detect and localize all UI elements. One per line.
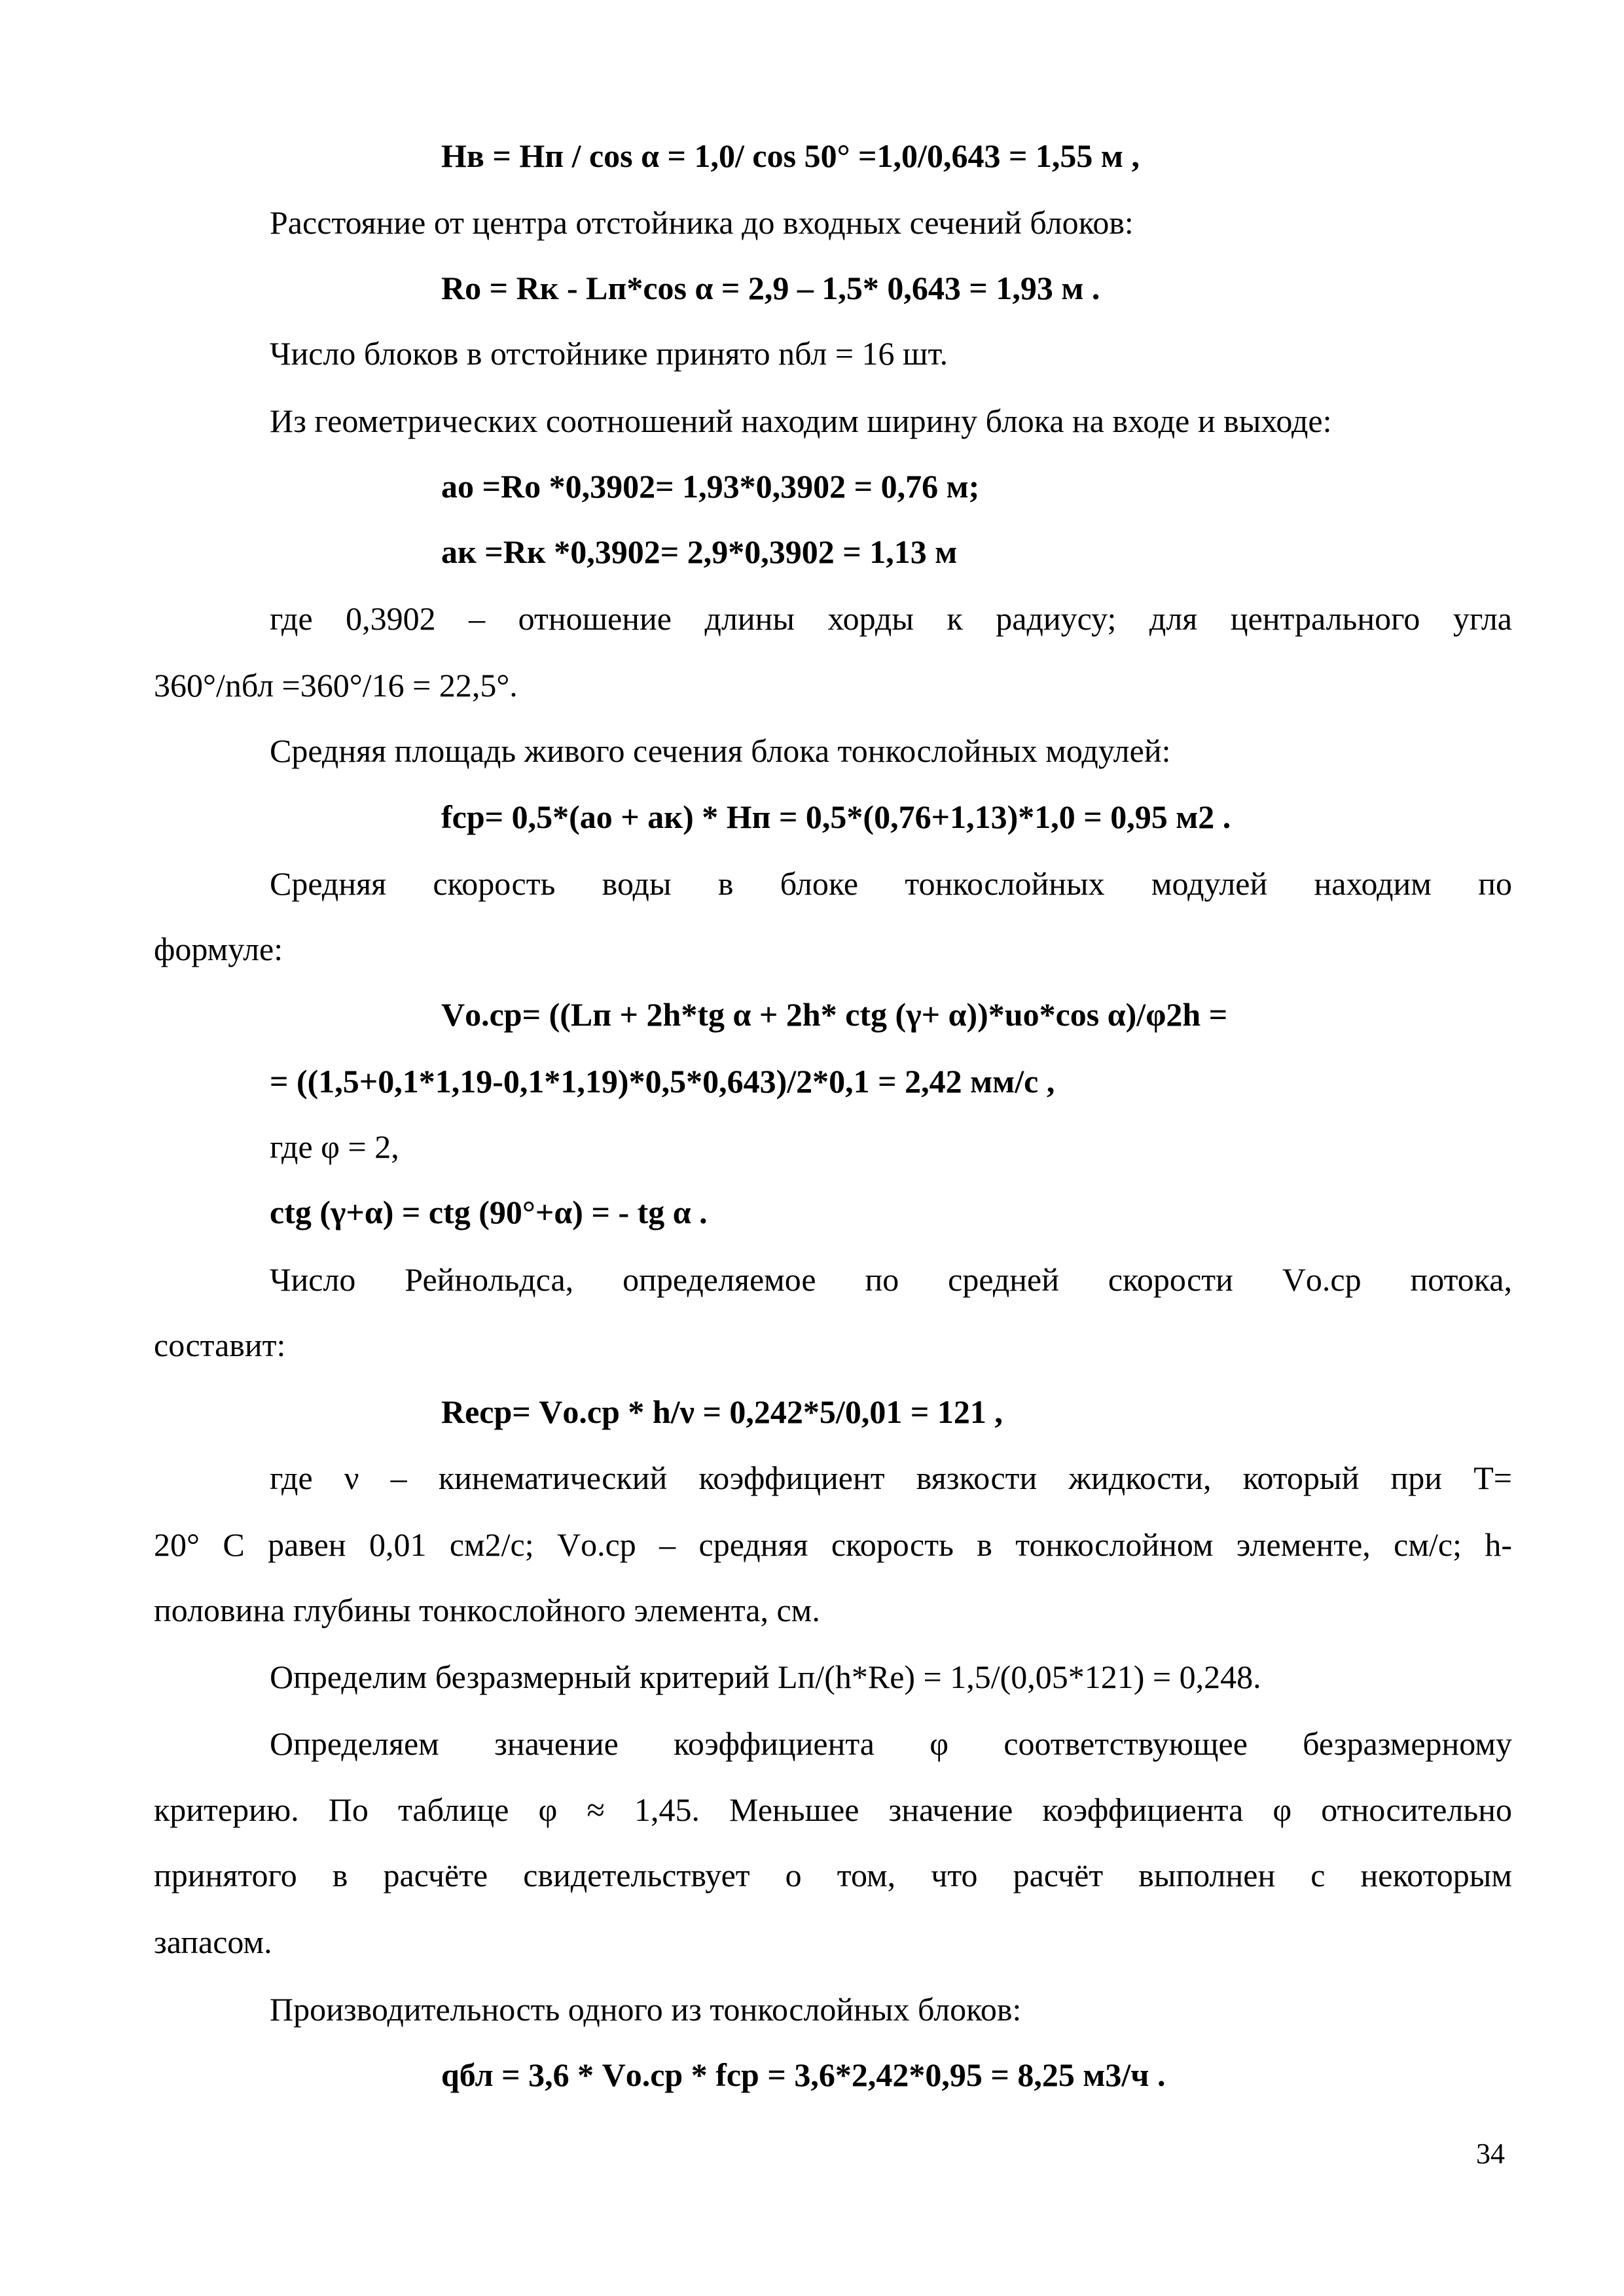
- formula-line: qбл = 3,6 * Vо.ср * fср = 3,6*2,42*0,95 = 8,25 м3/ч .: [441, 2056, 1166, 2093]
- formula-line: fср= 0,5*(ао + ак) * Hп = 0,5*(0,76+1,13)*1,0 = 0,95 м2 .: [441, 798, 1231, 835]
- formula-line: ак =Rк *0,3902= 2,9*0,3902 = 1,13 м: [441, 533, 958, 570]
- formula-line: ао =Rо *0,3902= 1,93*0,3902 = 0,76 м;: [441, 468, 980, 505]
- text-line: Определим безразмерный критерий Lп/(h*Re) = 1,5/(0,05*121) = 0,248.: [270, 1659, 1261, 1695]
- text-line: Число блоков в отстойнике принято nбл = 16 шт.: [270, 335, 948, 372]
- text-line: где ν – кинематический коэффициент вязкости жидкости, который при T=: [270, 1460, 1512, 1496]
- text-line: составит:: [154, 1327, 286, 1363]
- text-line: критерию. По таблице φ ≈ 1,45. Меньшее значение коэффициента φ относительно: [154, 1791, 1512, 1828]
- formula-line: Rо = Rк - Lп*cos α = 2,9 – 1,5* 0,643 = 1,93 м .: [441, 270, 1100, 306]
- formula-line: Vо.ср= ((Lп + 2h*tg α + 2h* ctg (γ+ α))*uо*cos α)/φ2h =: [441, 996, 1228, 1033]
- text-line: где φ = 2,: [270, 1128, 399, 1165]
- text-line: половина глубины тонкослойного элемента, см.: [154, 1592, 820, 1628]
- text-line: 20° С равен 0,01 см2/с; Vо.ср – средняя скорость в тонкослойном элементе, см/с; h-: [154, 1526, 1512, 1563]
- text-line: Расстояние от центра отстойника до входных сечений блоков:: [270, 204, 1134, 241]
- text-line: Число Рейнольдса, определяемое по средней скорости Vо.ср потока,: [270, 1261, 1512, 1298]
- text-line: Из геометрических соотношений находим ширину блока на входе и выходе:: [270, 403, 1332, 439]
- text-line: формуле:: [154, 931, 283, 967]
- text-line: Средняя скорость воды в блоке тонкослойных модулей находим по: [270, 865, 1512, 902]
- text-line: где 0,3902 – отношение длины хорды к радиусу; для центрального угла: [270, 600, 1512, 637]
- formula-line: = ((1,5+0,1*1,19-0,1*1,19)*0,5*0,643)/2*0,1 = 2,42 мм/с ,: [270, 1063, 1055, 1100]
- text-line: Средняя площадь живого сечения блока тонкослойных модулей:: [270, 732, 1171, 769]
- text-line: принятого в расчёте свидетельствует о том, что расчёт выполнен с некоторым: [154, 1857, 1512, 1893]
- page-number: 34: [1476, 2138, 1505, 2170]
- formula-line: Reср= Vо.ср * h/ν = 0,242*5/0,01 = 121 ,: [441, 1393, 1003, 1430]
- text-line: запасом.: [154, 1924, 272, 1960]
- text-line: Производительность одного из тонкослойных блоков:: [270, 1991, 1022, 2028]
- formula-line: ctg (γ+α) = ctg (90°+α) = - tg α .: [270, 1194, 708, 1230]
- text-line: Определяем значение коэффициента φ соответствующее безразмерному: [270, 1725, 1512, 1762]
- text-line: 360°/nбл =360°/16 = 22,5°.: [154, 667, 518, 704]
- formula-line: Hв = Hп / cos α = 1,0/ cos 50° =1,0/0,643 = 1,55 м ,: [441, 137, 1140, 174]
